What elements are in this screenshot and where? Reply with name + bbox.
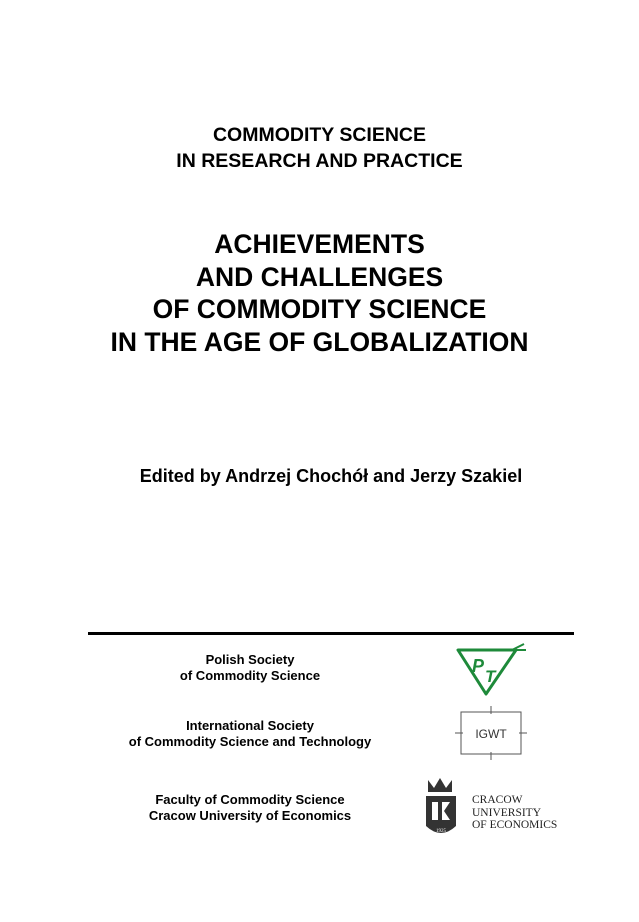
cracow-university-wordmark <box>472 794 557 832</box>
book-title-line-2: AND CHALLENGES <box>195 261 444 292</box>
book-title-line-1: ACHIEVEMENTS <box>214 229 425 259</box>
organization-name-line-1: Faculty of Commodity Science <box>155 792 345 807</box>
organization-name-line-2: of Commodity Science <box>179 668 321 683</box>
book-title-line-4: IN THE AGE OF GLOBALIZATION <box>110 326 529 357</box>
editors-line: Edited by Andrzej Chochół and Jerzy Szakiel <box>139 466 523 486</box>
wordmark-line-1: CRACOW <box>472 794 523 806</box>
wordmark-line-3: OF ECONOMICS <box>472 819 558 831</box>
wordmark-line-2: UNIVERSITY <box>472 806 541 819</box>
horizontal-rule <box>88 632 574 635</box>
pt-logo-icon <box>452 640 528 696</box>
organization-name-line-2: of Commodity Science and Technology <box>128 734 372 749</box>
series-title <box>0 122 639 174</box>
organization-polish-society <box>90 652 410 684</box>
series-title-line-2: IN RESEARCH AND PRACTICE <box>176 150 463 172</box>
organization-name-line-1: International Society <box>186 718 314 733</box>
organization-name-line-2: Cracow University of Economics <box>148 808 352 823</box>
svg-text:T: T <box>485 667 496 686</box>
svg-text:P: P <box>472 656 485 676</box>
organization-international-society <box>90 718 410 750</box>
series-title-line-1: COMMODITY SCIENCE <box>212 124 427 146</box>
cracow-university-logo <box>420 776 570 842</box>
organization-name-line-1: Polish Society <box>205 652 295 667</box>
book-title <box>0 228 639 358</box>
organization-faculty <box>90 792 410 824</box>
crown-shield-icon <box>420 776 468 842</box>
book-title-line-3: OF COMMODITY SCIENCE <box>152 294 487 324</box>
svg-text:IGWT: IGWT <box>475 727 507 741</box>
svg-text:1925: 1925 <box>436 829 446 834</box>
igwt-logo-icon <box>455 706 527 760</box>
